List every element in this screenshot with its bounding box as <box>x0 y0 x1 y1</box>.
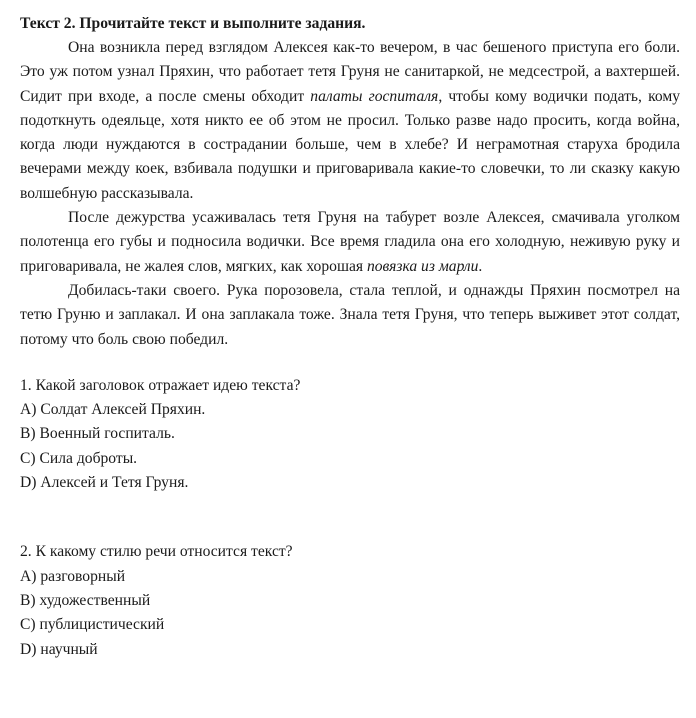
question-2-options <box>20 565 680 662</box>
task-title: Текст 2. Прочитайте текст и выполните задания. <box>20 15 366 32</box>
answer-option: D) научный <box>20 640 98 658</box>
paragraph-1-part-2: , чтобы кому водички подать, кому подоткнуть одеяльце, хотя никто ее об этом не просил. Только разве надо просить, когда война, когда люди нуждаются в сострадании больше, чем в хлебе? И неграмотная старуха бродила вечерами между коек, взбивала подушки и приговаривала какие-то словечки, то ли сказку какую волшебную рассказывала. <box>20 87 681 202</box>
answer-option: B) Военный госпиталь. <box>20 425 175 443</box>
answer-option: B) художественный <box>20 591 151 609</box>
question-1-text: 1. Какой заголовок отражает идею текста? <box>20 376 301 394</box>
italic-phrase-palaty: палаты госпиталя <box>310 87 439 105</box>
answer-option: C) Сила доброты. <box>20 449 138 467</box>
text-paragraph-3: Добилась-таки своего. Рука порозовела, стала теплой, и однажды Пряхин посмотрел на тетю Груню и заплакал. И она заплакала тоже. Знала тетя Груня, что теперь выживет этот солдат, потому что боль свою победил. <box>20 281 680 348</box>
text-paragraph-1 <box>20 36 680 206</box>
document <box>20 12 680 662</box>
question-1-options <box>20 398 680 495</box>
question-1 <box>20 374 680 495</box>
text-paragraph-2 <box>20 206 680 279</box>
answer-option: A) Солдат Алексей Пряхин. <box>20 401 206 419</box>
paragraph-2-part-1: После дежурства усаживалась тетя Груня на табурет возле Алексея, смачивала уголком полотенца его губы и подносила водички. Все время гладила она его холодную, неживую руку и приговаривала, не жалея слов, мягких, как хорошая <box>20 209 680 275</box>
answer-option: D) Алексей и Тетя Груня. <box>20 474 189 492</box>
italic-phrase-povyazka: повязка из марли <box>366 257 479 275</box>
paragraph-2-part-2: . <box>478 257 483 275</box>
question-2 <box>20 540 680 661</box>
answer-option: A) разговорный <box>20 567 126 585</box>
answer-option: C) публицистический <box>20 616 165 634</box>
question-2-text: 2. К какому стилю речи относится текст? <box>20 543 293 561</box>
paragraph-1-part-1: Она возникла перед взглядом Алексея как-то вечером, в час бешеного приступа его боли. Это уж потом узнал Пряхин, что работает тетя Груня не санитаркой, не медсестрой, а вахтершей. Сидит при входе, а после смены обходит <box>20 39 680 105</box>
